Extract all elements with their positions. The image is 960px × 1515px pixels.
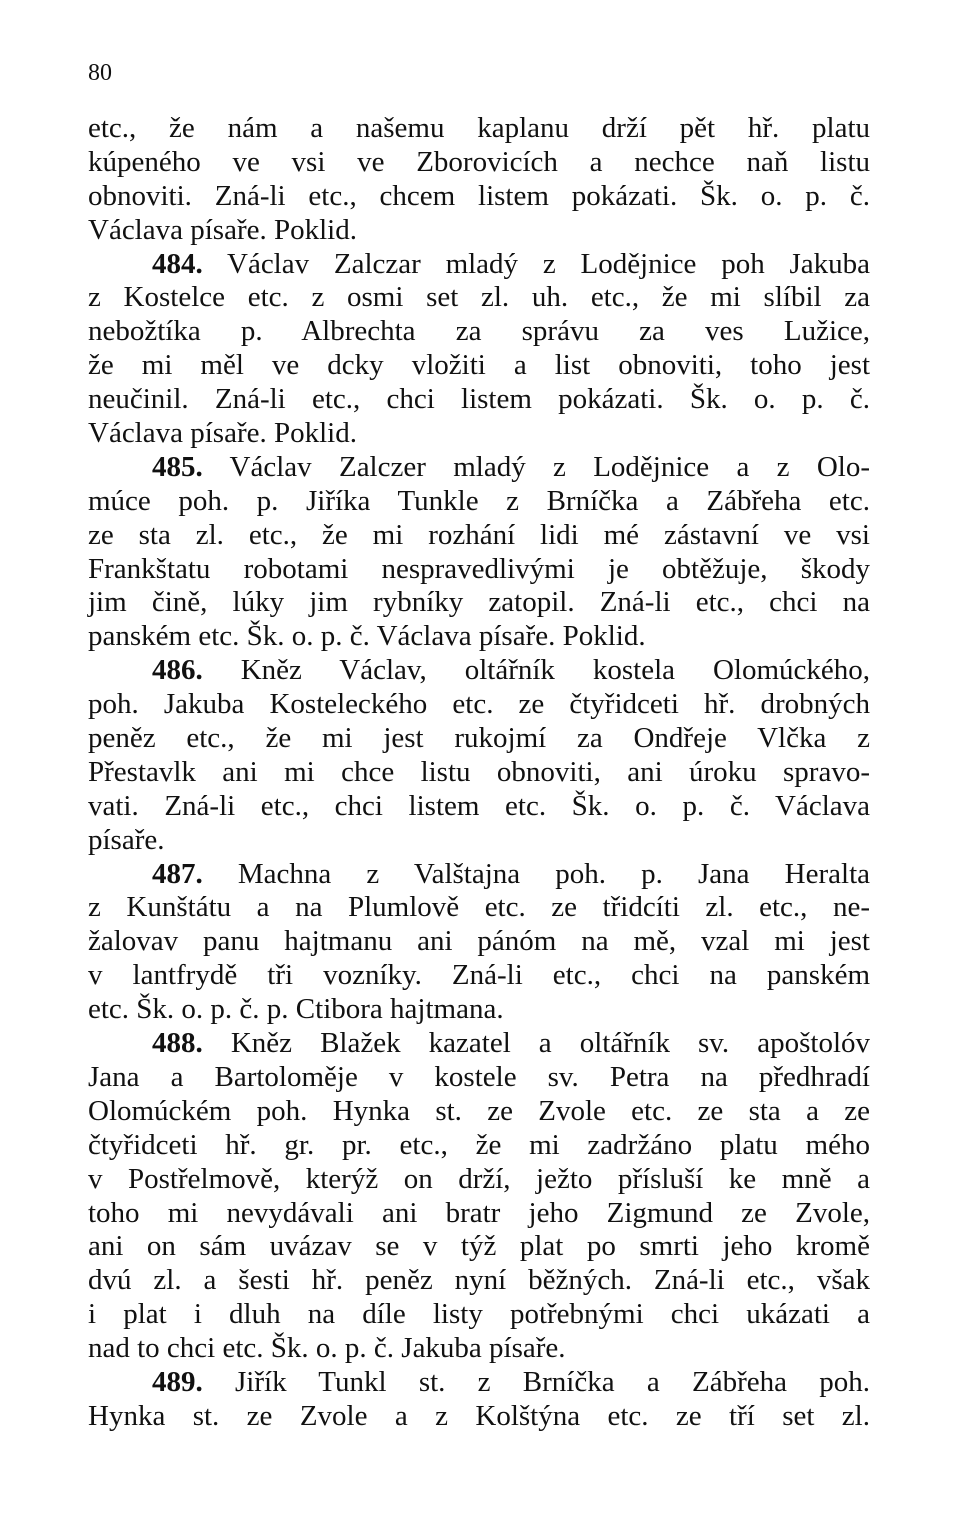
entry-line xyxy=(88,248,870,282)
line-text: Jana a Bartoloměje v kostele sv. Petra na předhradí xyxy=(88,1060,870,1093)
text-line xyxy=(88,1400,870,1434)
line-text: Kněz Blažek kazatel a oltářník sv. apoštolóv xyxy=(202,1027,870,1060)
entry-line xyxy=(88,654,870,688)
line-text: z Kunštátu a na Plumlově etc. ze třidcíti zl. etc., ne- xyxy=(88,891,870,924)
entry-number: 489. xyxy=(152,1365,203,1398)
text-line xyxy=(88,824,870,858)
line-text: múce poh. p. Jiříka Tunkle z Brníčka a Zábřeha etc. xyxy=(88,484,870,517)
line-text: Václava písaře. Poklid. xyxy=(88,417,357,450)
line-text: kúpeného ve vsi ve Zborovicích a nechce naň listu xyxy=(88,145,870,178)
text-line xyxy=(88,146,870,180)
line-text: písaře. xyxy=(88,823,165,856)
line-text: obnoviti. Zná-li etc., chcem listem pokázati. Šk. o. p. č. xyxy=(88,179,870,212)
line-text: nad to chci etc. Šk. o. p. č. Jakuba písaře. xyxy=(88,1332,566,1365)
line-text: Jiřík Tunkl st. z Brníčka a Zábřeha poh. xyxy=(202,1365,870,1398)
line-text: dvú zl. a šesti hř. peněz nyní běžných. Zná-li etc., však xyxy=(88,1264,870,1297)
line-text: ze sta zl. etc., že mi rozhání lidi mé zástavní ve vsi xyxy=(88,518,870,551)
text-line xyxy=(88,519,870,553)
line-text: Frankštatu robotami nespravedlivými je obtěžuje, škody xyxy=(88,552,870,585)
text-line xyxy=(88,281,870,315)
line-text: v Postřelmově, kterýž on drží, ježto přísluší ke mně a xyxy=(88,1162,870,1195)
line-text: Olomúckém poh. Hynka st. ze Zvole etc. ze sta a ze xyxy=(88,1094,870,1127)
entry-number: 484. xyxy=(152,247,203,280)
line-text: panském etc. Šk. o. p. č. Václava písaře. Poklid. xyxy=(88,620,646,653)
text-line xyxy=(88,756,870,790)
entry-line xyxy=(88,858,870,892)
line-text: poh. Jakuba Kosteleckého etc. ze čtyřidceti hř. drobných xyxy=(88,688,870,721)
line-text: peněz etc., že mi jest rukojmí za Ondřeje Vlčka z xyxy=(88,722,870,755)
text-line xyxy=(88,553,870,587)
text-line xyxy=(88,383,870,417)
entry-line xyxy=(88,1027,870,1061)
text-line xyxy=(88,925,870,959)
line-text: neučinil. Zná-li etc., chci listem pokázati. Šk. o. p. č. xyxy=(88,383,870,416)
line-text: nebožtíka p. Albrechta za správu za ves Lužice, xyxy=(88,315,870,348)
line-text: že mi měl ve dcky vložiti a list obnoviti, toho jest xyxy=(88,349,870,382)
text-line xyxy=(88,688,870,722)
text-line xyxy=(88,214,870,248)
text-line xyxy=(88,620,870,654)
text-line xyxy=(88,790,870,824)
text-line xyxy=(88,315,870,349)
text-line xyxy=(88,1264,870,1298)
text-line xyxy=(88,1061,870,1095)
entry-number: 486. xyxy=(152,654,203,687)
entry-line xyxy=(88,1366,870,1400)
text-line xyxy=(88,959,870,993)
text-line xyxy=(88,1197,870,1231)
text-line xyxy=(88,993,870,1027)
text-line xyxy=(88,1163,870,1197)
text-line xyxy=(88,1332,870,1366)
line-text: toho mi nevydávali ani bratr jeho Zigmund ze Zvole, xyxy=(88,1196,870,1229)
line-text: i plat i dluh na díle listy potřebnými chci ukázati a xyxy=(88,1298,870,1331)
line-text: z Kostelce etc. z osmi set zl. uh. etc., že mi slíbil za xyxy=(88,281,870,314)
line-text: Machna z Valštajna poh. p. Jana Heralta xyxy=(202,857,870,890)
line-text: Václava písaře. Poklid. xyxy=(88,213,357,246)
text-line xyxy=(88,1230,870,1264)
entry-number: 485. xyxy=(152,450,203,483)
line-text: etc., že nám a našemu kaplanu drží pět hř. platu xyxy=(88,112,870,144)
text-line xyxy=(88,1129,870,1163)
body-text xyxy=(88,112,870,1434)
text-line xyxy=(88,417,870,451)
page-number: 80 xyxy=(88,60,112,86)
line-text: čtyřidceti hř. gr. pr. etc., že mi zadržáno platu mého xyxy=(88,1128,870,1161)
entry-number: 488. xyxy=(152,1027,203,1060)
text-line xyxy=(88,1095,870,1129)
text-line xyxy=(88,485,870,519)
line-text: vati. Zná-li etc., chci listem etc. Šk. o. p. č. Václava xyxy=(88,789,870,822)
text-line xyxy=(88,586,870,620)
text-line xyxy=(88,722,870,756)
text-line xyxy=(88,180,870,214)
text-line xyxy=(88,1298,870,1332)
text-line xyxy=(88,112,870,146)
line-text: etc. Šk. o. p. č. p. Ctibora hajtmana. xyxy=(88,993,504,1026)
line-text: Přestavlk ani mi chce listu obnoviti, ani úroku spravo- xyxy=(88,755,870,788)
line-text: žalovav panu hajtmanu ani pánóm na mě, vzal mi jest xyxy=(88,925,870,958)
line-text: Hynka st. ze Zvole a z Kolštýna etc. ze tří set zl. xyxy=(88,1399,870,1432)
line-text: Kněz Václav, oltářník kostela Olomúckého, xyxy=(202,654,870,687)
text-line xyxy=(88,349,870,383)
line-text: jim čině, lúky jim rybníky zatopil. Zná-li etc., chci na xyxy=(88,586,870,619)
text-line xyxy=(88,891,870,925)
entry-number: 487. xyxy=(152,857,203,890)
line-text: v lantfrydě tři vozníky. Zná-li etc., chci na panském xyxy=(88,959,870,992)
line-text: Václav Zalczar mladý z Lodějnice poh Jakuba xyxy=(202,247,870,280)
entry-line xyxy=(88,451,870,485)
line-text: Václav Zalczer mladý z Lodějnice a z Olo- xyxy=(202,450,870,483)
line-text: ani on sám uvázav se v týž plat po smrti jeho kromě xyxy=(88,1230,870,1263)
